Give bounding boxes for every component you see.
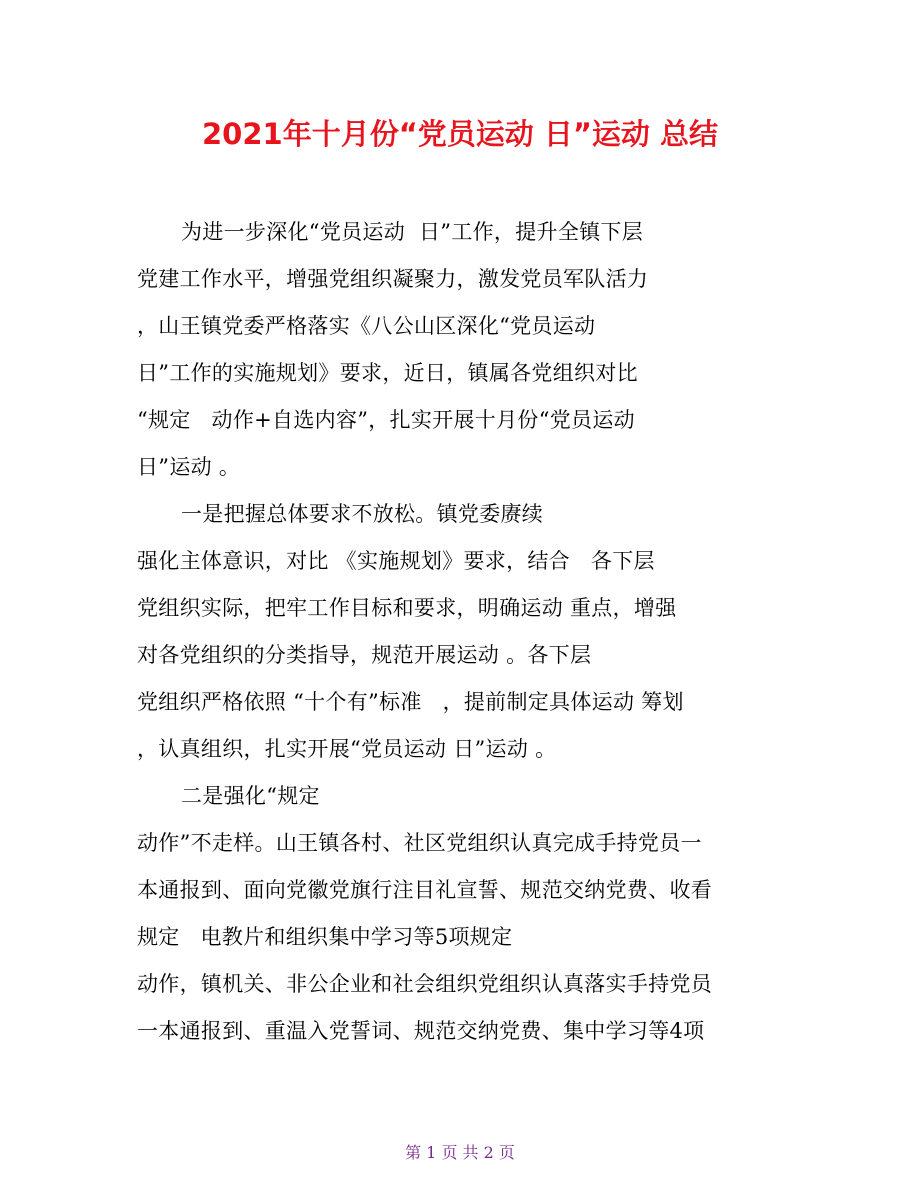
paragraph-line: ，山王镇党委严格落实《八公山区深化“党员运动 [137,314,596,338]
paragraph-line: 日”工作的实施规划》要求，近日，镇属各党组织对比 [137,361,638,385]
document-title: 2021年十月份“党员运动 日”运动 总结 [201,117,719,151]
paragraph-line: 二是强化“规定 [181,784,320,808]
paragraph-line: 本通报到、面向党徽党旗行注目礼宣誓、规范交纳党费、收看 [137,878,713,902]
paragraph-line: 强化主体意识，对比 《实施规划》要求，结合 各下层 [137,549,655,573]
paragraph-line: 党组织实际，把牢工作目标和要求，明确运动 重点，增强 [137,596,677,620]
paragraph-line: 党建工作水平，增强党组织凝聚力，激发党员军队活力 [137,267,649,291]
paragraph-line: “规定 动作+自选内容”，扎实开展十月份“党员运动 [137,408,635,432]
page-footer: 第 1 页 共 2 页 [405,1143,515,1162]
paragraph-line: 一本通报到、重温入党誓词、规范交纳党费、集中学习等4项 [137,1019,705,1043]
paragraph-line: ，认真组织，扎实开展“党员运动 日”运动 。 [137,737,557,761]
paragraph-line: 动作，镇机关、非公企业和社会组织党组织认真落实手持党员 [137,972,713,996]
paragraph-line: 为进一步深化“党员运动 日”工作，提升全镇下层 [181,220,644,244]
paragraph-line: 党组织严格依照 “十个有”标准 ，提前制定具体运动 筹划 [137,690,684,714]
paragraph-line: 对各党组织的分类指导，规范开展运动 。各下层 [137,643,592,667]
paragraph-line: 日”运动 。 [137,455,241,479]
paragraph-line: 动作”不走样。山王镇各村、社区党组织认真完成手持党员一 [137,831,702,855]
paragraph-line: 一是把握总体要求不放松。镇党委赓续 [181,502,544,526]
paragraph-line: 规定 电教片和组织集中学习等5项规定 [137,925,513,949]
